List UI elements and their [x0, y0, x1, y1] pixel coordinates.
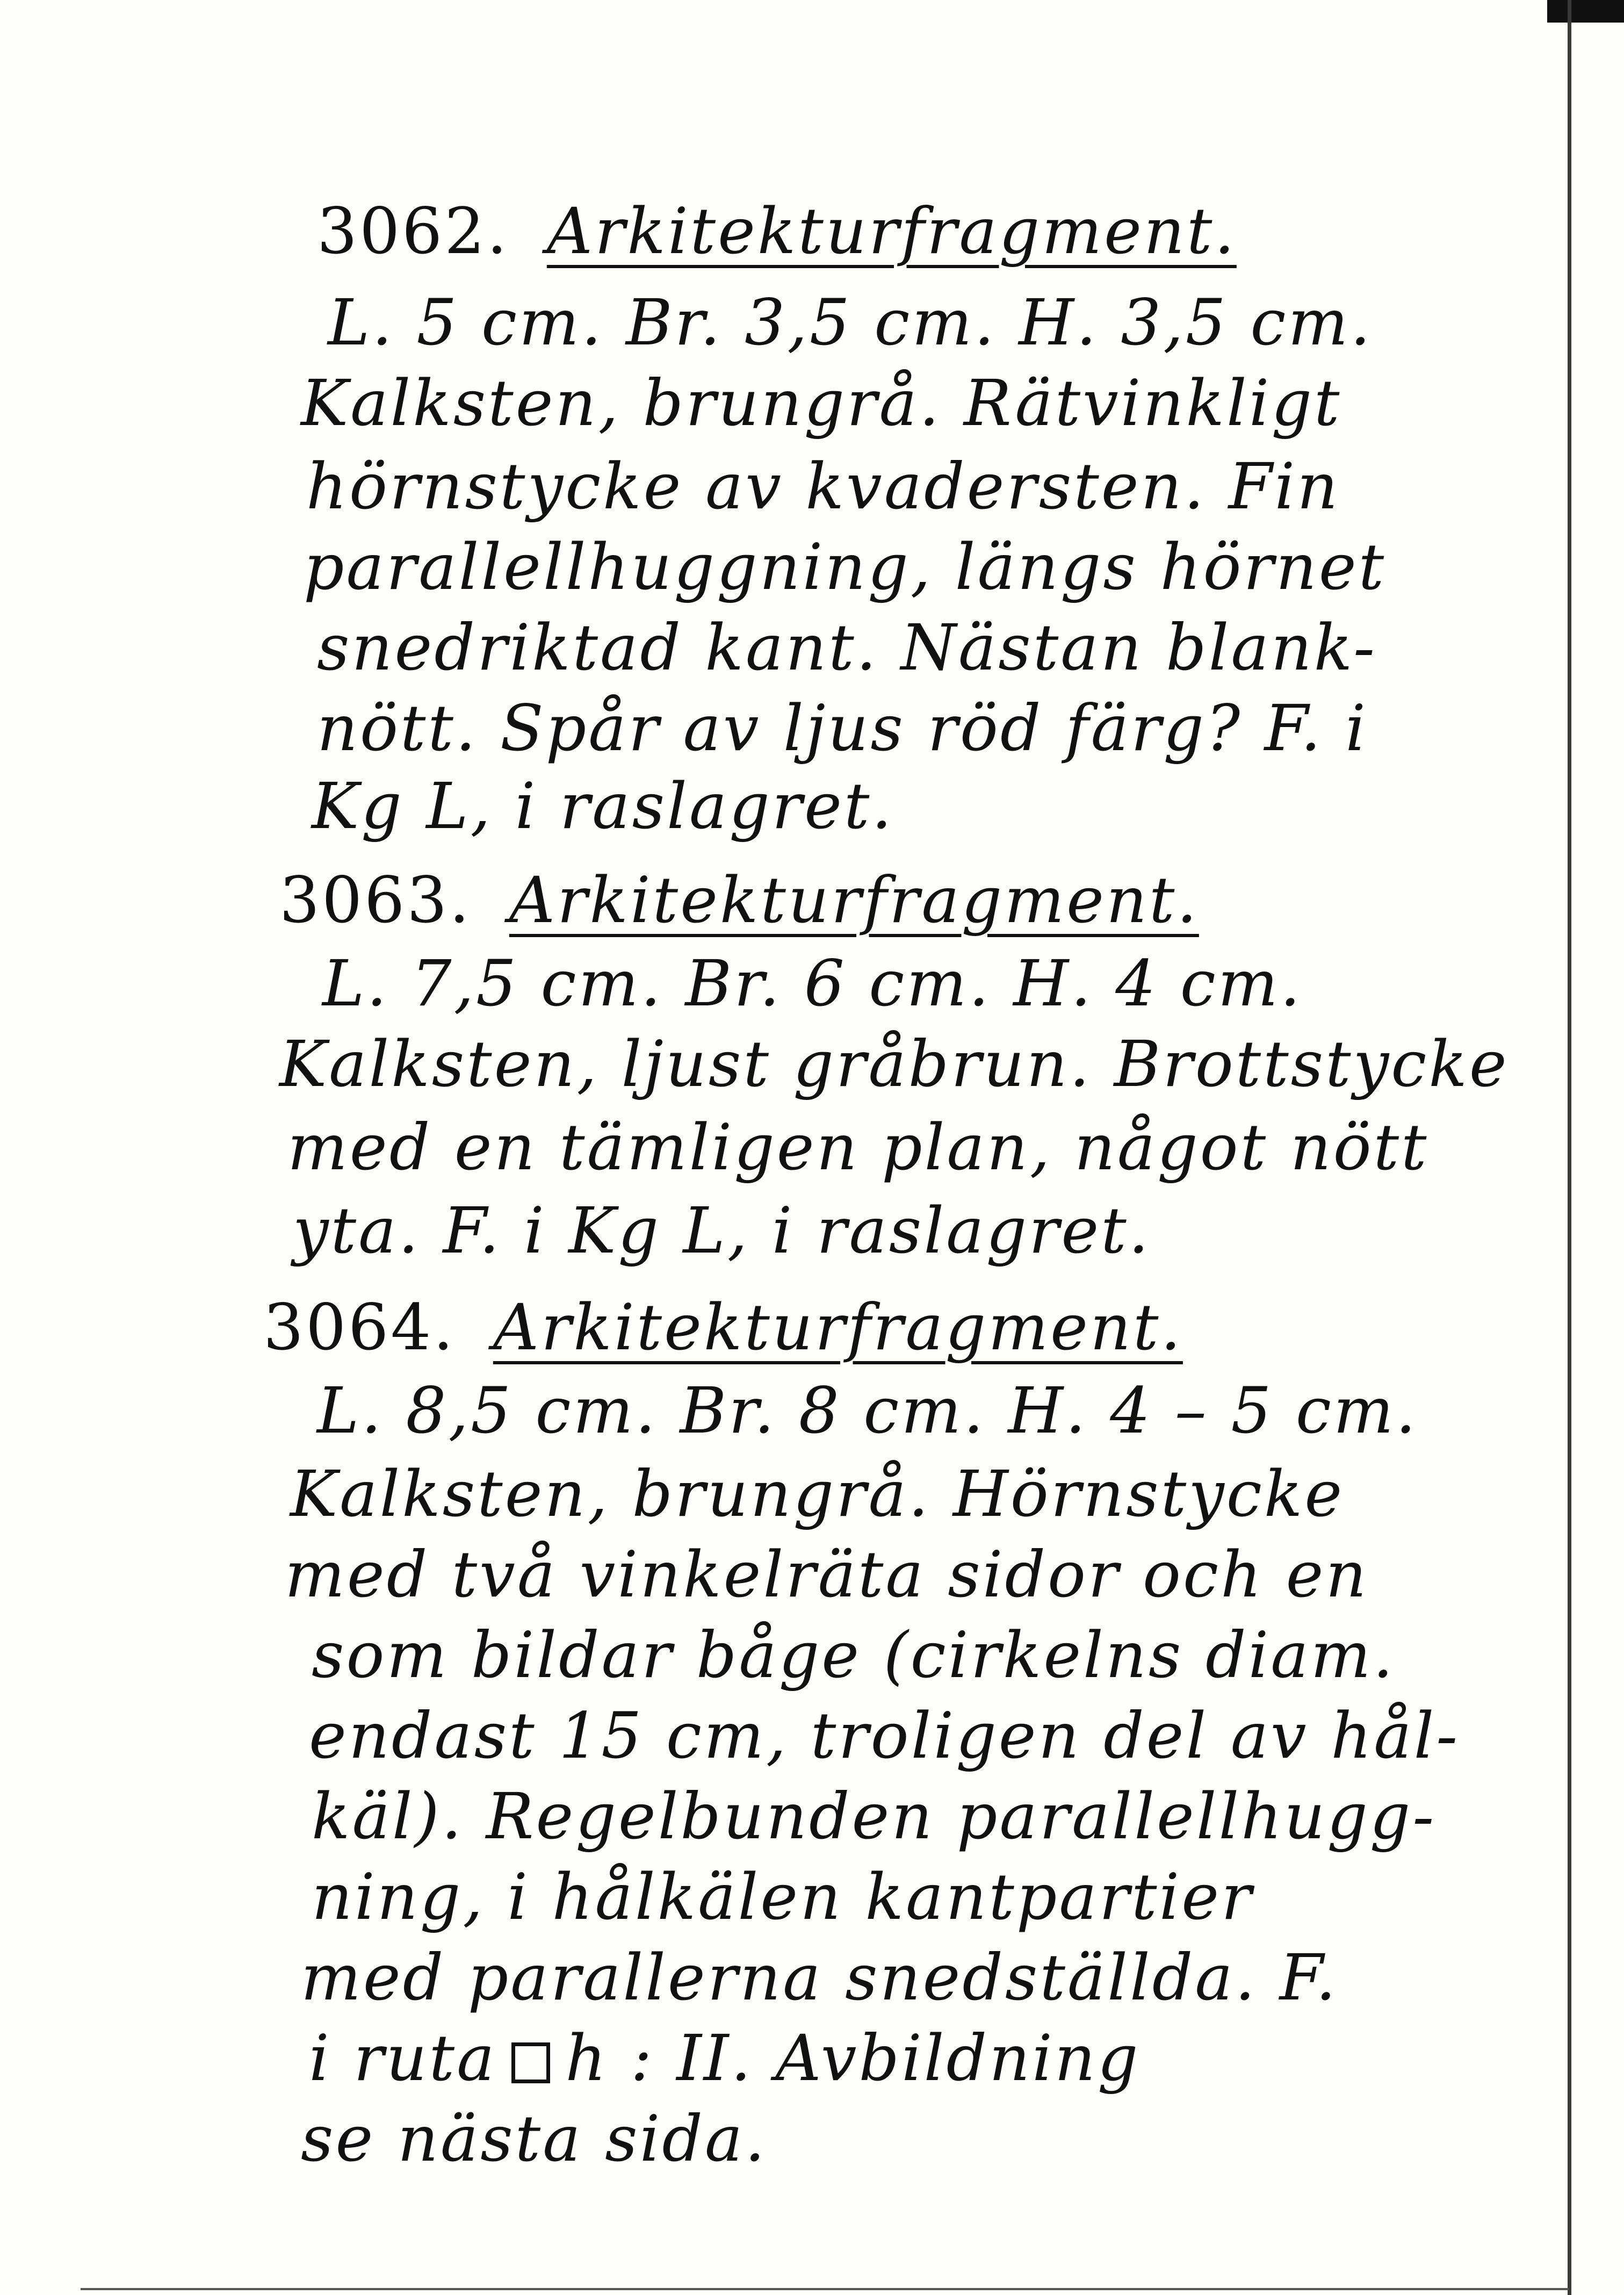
square-symbol-icon	[511, 2042, 550, 2083]
description-line: nött. Spår av ljus röd färg? F. i	[317, 691, 1368, 765]
entry-number: 3063.	[279, 863, 472, 937]
description-line: Kalksten, brungrå. Hörnstycke	[290, 1457, 1345, 1531]
entry-heading: Arkitekturfragment.	[493, 1290, 1183, 1364]
description-text: h : II. Avbildning	[565, 2021, 1141, 2095]
measurements-line: L. 8,5 cm. Br. 8 cm. H. 4 – 5 cm.	[317, 1373, 1418, 1448]
description-line: endast 15 cm, troligen del av hål-	[309, 1699, 1460, 1773]
scan-edge-mark	[1547, 0, 1624, 23]
entry-title	[263, 1287, 1183, 1368]
description-line	[309, 2018, 1140, 2098]
entry-heading: Arkitekturfragment.	[546, 194, 1237, 268]
description-line: se nästa sida.	[301, 2102, 767, 2176]
description-line: med parallerna snedställda. F.	[301, 1940, 1338, 2015]
description-line: käl). Regelbunden parallellhugg-	[312, 1779, 1437, 1853]
description-line: hörnstycke av kvadersten. Fin	[306, 449, 1340, 523]
page-binding-edge	[1568, 0, 1571, 2295]
description-line: parallellhuggning, längs hörnet	[304, 530, 1387, 604]
description-line: snedriktad kant. Nästan blank-	[317, 610, 1377, 685]
description-line: Kalksten, ljust gråbrun. Brottstycke	[279, 1027, 1509, 1101]
entry-title	[279, 860, 1199, 940]
entry-number: 3064.	[263, 1290, 456, 1364]
description-line: med en tämligen plan, något nött	[287, 1110, 1429, 1184]
description-line: ning, i hålkälen kantpartier	[312, 1860, 1254, 1934]
measurements-line: L. 7,5 cm. Br. 6 cm. H. 4 cm.	[322, 946, 1303, 1020]
entry-title	[317, 191, 1237, 271]
description-line: som bildar båge (cirkelns diam.	[312, 1618, 1396, 1692]
description-line: yta. F. i Kg L, i raslagret.	[293, 1193, 1151, 1268]
entry-number: 3062.	[317, 194, 509, 268]
description-text: i ruta	[309, 2021, 497, 2095]
description-line: Kg L, i raslagret.	[312, 769, 894, 843]
entry-heading: Arkitekturfragment.	[509, 863, 1199, 937]
page-bottom-edge	[81, 2288, 1569, 2290]
measurements-line: L. 5 cm. Br. 3,5 cm. H. 3,5 cm.	[328, 285, 1373, 359]
description-line: med två vinkelräta sidor och en	[285, 1537, 1369, 1611]
description-line: Kalksten, brungrå. Rätvinkligt	[301, 366, 1342, 440]
